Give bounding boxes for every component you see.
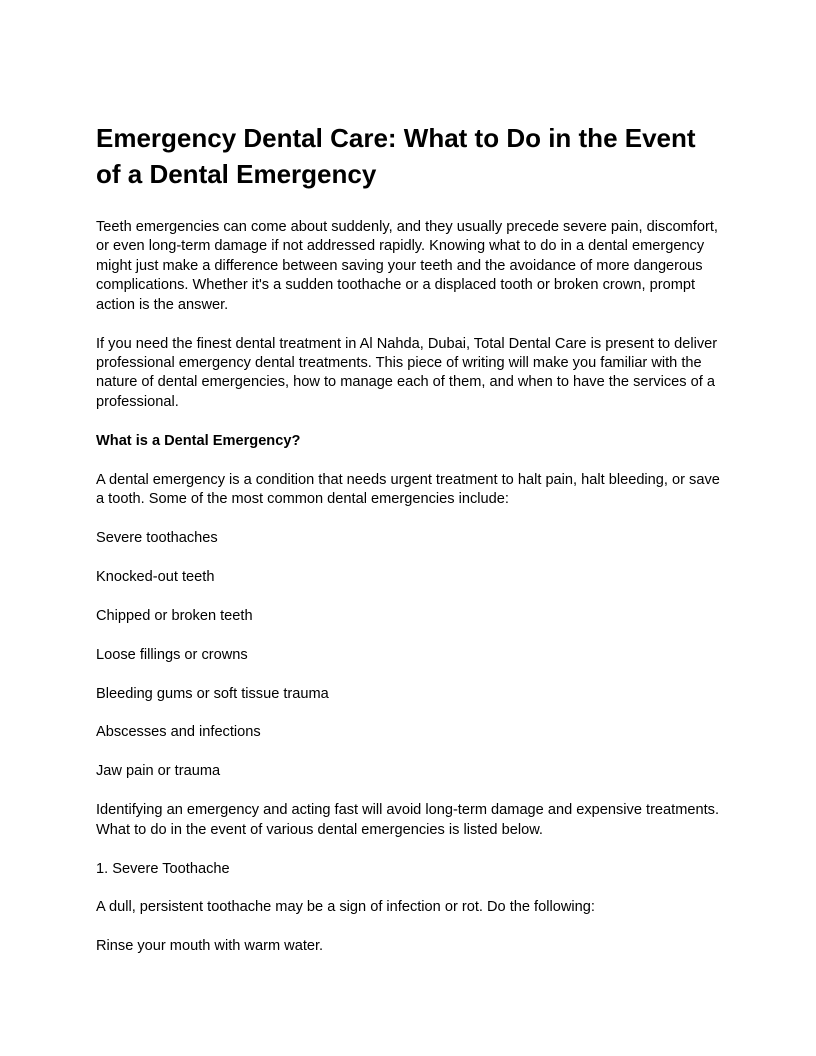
emergency-item: Bleeding gums or soft tissue trauma	[96, 685, 329, 702]
document-page	[96, 120, 720, 976]
emergency-item: Abscesses and infections	[96, 724, 261, 741]
transition-paragraph: Identifying an emergency and acting fast will avoid long-term damage and expensive treatments. What to do in the event of various dental emergencies is listed below.	[96, 802, 720, 838]
emergency-item: Severe toothaches	[96, 529, 218, 546]
section-heading: What is a Dental Emergency?	[96, 432, 301, 449]
intro-paragraph-2: If you need the finest dental treatment in Al Nahda, Dubai, Total Dental Care is present to deliver professional emergency dental treatments. This piece of writing will make you familiar with the nature of dental emergencies, how to manage each of them, and when to have the services of a professional.	[96, 335, 718, 410]
step-item: Rinse your mouth with warm water.	[96, 938, 324, 955]
emergency-item: Loose fillings or crowns	[96, 646, 248, 663]
intro-paragraph-1: Teeth emergencies can come about suddenly, and they usually precede severe pain, discomfort, or even long-term damage if not addressed rapidly. Knowing what to do in a dental emergency might just make a difference between saving your teeth and the avoidance of more dangerous complications. Whether it's a sudden toothache or a displaced tooth or broken crown, prompt action is the answer.	[96, 219, 718, 313]
emergency-item: Jaw pain or trauma	[96, 763, 221, 780]
subsection-intro: A dull, persistent toothache may be a sign of infection or rot. Do the following:	[96, 899, 595, 916]
emergency-item: Knocked-out teeth	[96, 568, 215, 585]
document-title: Emergency Dental Care: What to Do in the Event of a Dental Emergency	[96, 123, 696, 189]
emergency-item: Chipped or broken teeth	[96, 607, 253, 624]
section-intro: A dental emergency is a condition that needs urgent treatment to halt pain, halt bleeding, or save a tooth. Some of the most common dental emergencies include:	[96, 471, 720, 507]
subsection-title: 1. Severe Toothache	[96, 860, 230, 877]
